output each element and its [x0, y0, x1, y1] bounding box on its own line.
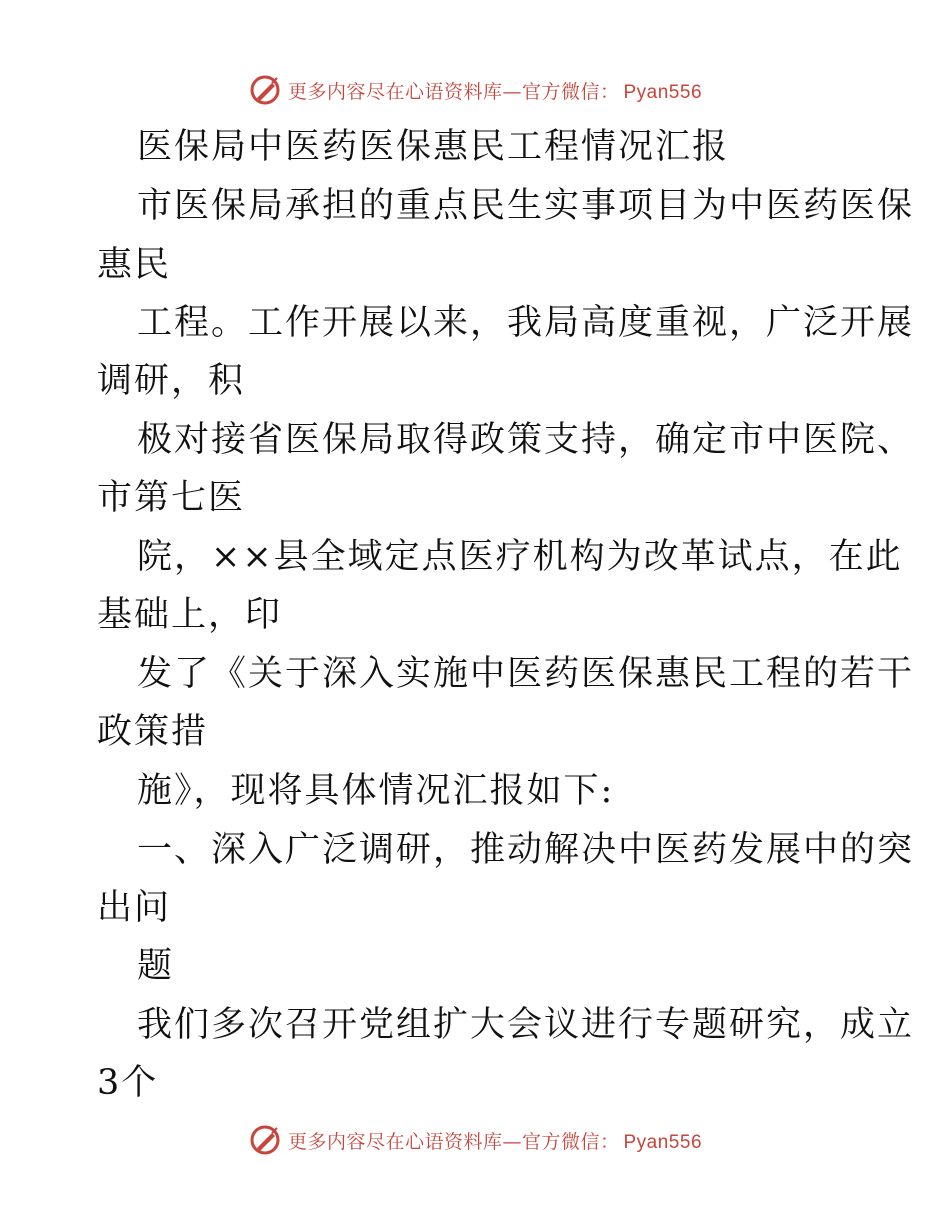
paragraph-line: 3个: [97, 1063, 159, 1103]
section-heading: 题: [137, 946, 175, 986]
paragraph-line: 政策措: [97, 712, 209, 752]
watermark-text: 更多内容尽在心语资料库—官方微信：: [287, 1130, 620, 1153]
footer-watermark: [0, 1120, 950, 1160]
paragraph-line: 我们多次召开党组扩大会议进行专题研究，成立: [137, 1005, 915, 1045]
paragraph-line: 惠民: [97, 245, 172, 285]
quill-pen-logo-icon: [248, 1123, 282, 1157]
paragraph-line: 极对接省医保局取得政策支持，确定市中医院、: [137, 420, 915, 460]
quill-pen-logo-icon: [248, 73, 282, 107]
paragraph-line: 工程。工作开展以来，我局高度重视，广泛开展: [137, 303, 915, 343]
paragraph-line: 基础上，印: [97, 595, 283, 635]
paragraph-line: 发了《关于深入实施中医药医保惠民工程的若干: [137, 654, 915, 694]
watermark-account: Pyan556: [623, 1131, 703, 1153]
document-title: 医保局中医药医保惠民工程情况汇报: [137, 127, 730, 167]
paragraph-line: 调研，积: [97, 361, 246, 401]
paragraph-line: 市医保局承担的重点民生实事项目为中医药医保: [137, 186, 915, 226]
watermark-text: 更多内容尽在心语资料库—官方微信：: [287, 80, 620, 103]
paragraph-line: 施》，现将具体情况汇报如下:: [137, 771, 615, 811]
header-watermark: [0, 70, 950, 110]
section-heading: 一、深入广泛调研，推动解决中医药发展中的突: [137, 830, 915, 870]
paragraph-line: 市第七医: [97, 478, 246, 518]
paragraph-line: 院，××县全域定点医疗机构为改革试点，在此: [137, 537, 903, 577]
section-heading: 出问: [97, 888, 172, 928]
watermark-account: Pyan556: [623, 81, 703, 103]
